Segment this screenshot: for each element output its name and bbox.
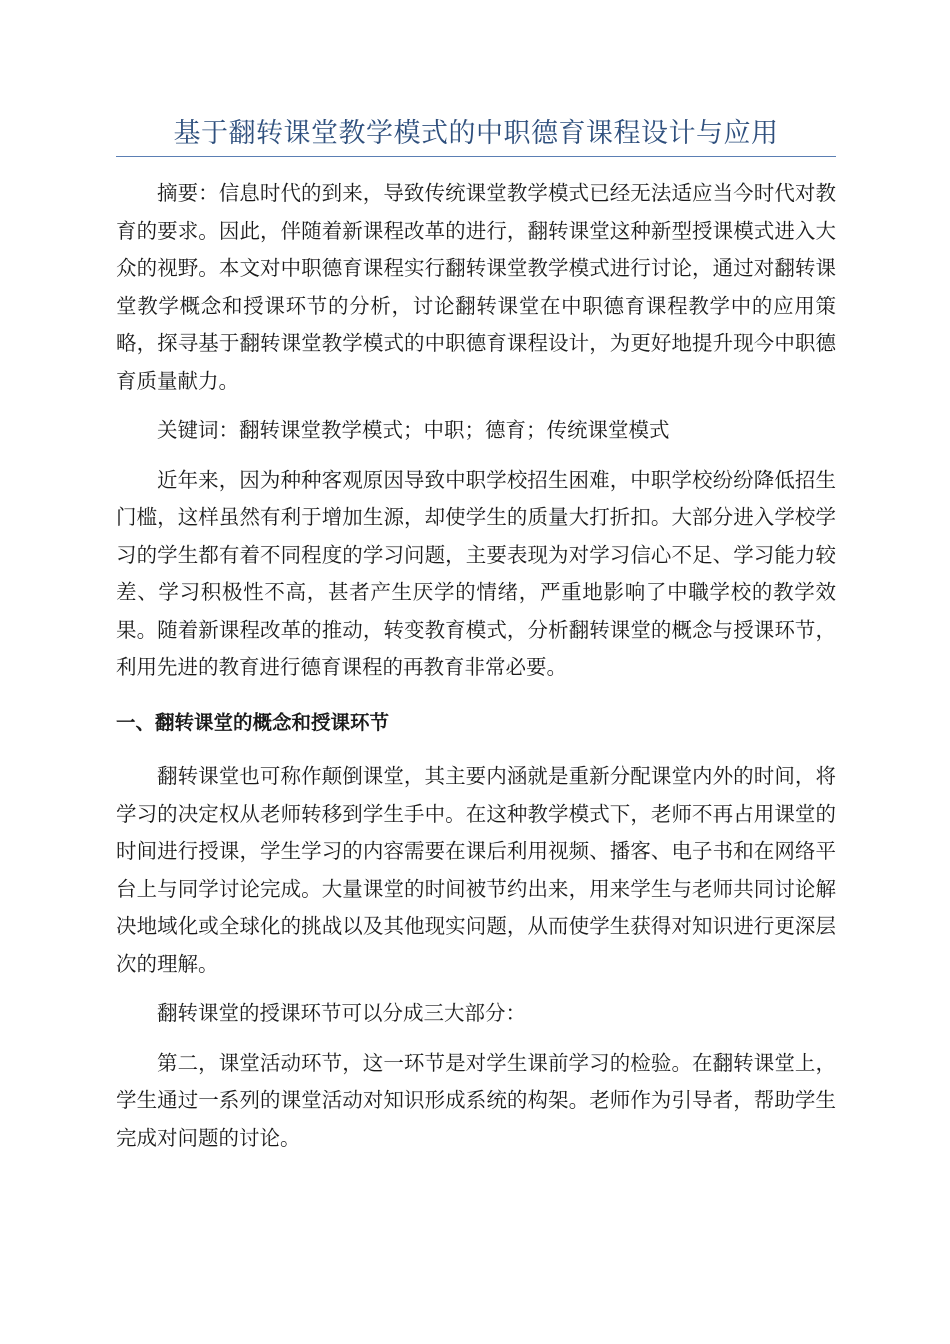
keywords-paragraph: 关键词：翻转课堂教学模式；中职；德育；传统课堂模式: [157, 418, 670, 442]
document-title: 基于翻转课堂教学模式的中职德育课程设计与应用: [116, 112, 836, 157]
section-paragraph-stages: 翻转课堂的授课环节可以分成三大部分：: [157, 1001, 526, 1025]
abstract-paragraph: 摘要：信息时代的到来，导致传统课堂教学模式已经无法适应当今时代对教育的要求。因此，伴随着新课程改革的进行，翻转课堂这种新型授课模式进入大众的视野。本文对中职德育课程实行翻转课堂教学模式进行讨论，通过对翻转课堂教学概念和授课环节的分析，讨论翻转课堂在中职德育课程教学中的应用策略，探寻基于翻转课堂教学模式的中职德育课程设计，为更好地提升现今中职德育质量献力。: [116, 181, 836, 393]
section-paragraph-concept: 翻转课堂也可称作颠倒课堂，其主要内涵就是重新分配课堂内外的时间，将学习的决定权从老师转移到学生手中。在这种教学模式下，老师不再占用课堂的时间进行授课，学生学习的内容需要在课后利用视频、播客、电子书和在网络平台上与同学讨论完成。大量课堂的时间被节约出来，用来学生与老师共同讨论解决地域化或全球化的挑战以及其他现实问题，从而使学生获得对知识进行更深层次的理解。: [116, 764, 836, 976]
section-heading: 一、翻转课堂的概念和授课环节: [116, 710, 390, 734]
section-paragraph-classroom-activity: 第二，课堂活动环节，这一环节是对学生课前学习的检验。在翻转课堂上，学生通过一系列的课堂活动对知识形成系统的构架。老师作为引导者，帮助学生完成对问题的讨论。: [116, 1050, 836, 1150]
document-page: [116, 112, 836, 1157]
intro-paragraph: 近年来，因为种种客观原因导致中职学校招生困难，中职学校纷纷降低招生门槛，这样虽然有利于增加生源，却使学生的质量大打折扣。大部分进入学校学习的学生都有着不同程度的学习问题，主要表现为对学习信心不足、学习能力较差、学习积极性不高，甚者产生厌学的情绪，严重地影响了中職学校的教学效果。随着新课程改革的推动，转变教育模式，分析翻转课堂的概念与授课环节，利用先进的教育进行德育课程的再教育非常必要。: [116, 467, 836, 679]
